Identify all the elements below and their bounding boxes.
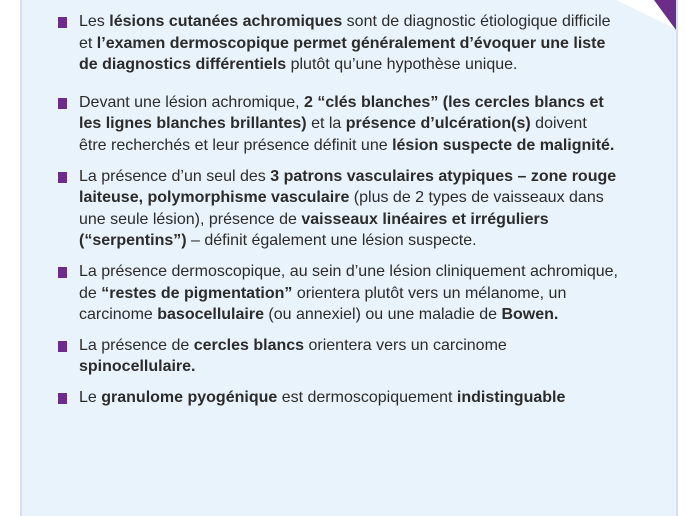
square-bullet-icon xyxy=(58,17,67,28)
text-run: (plus de 2 types de vaisseaux dans une seule lésion), présence de xyxy=(79,189,604,228)
text-run: et la xyxy=(306,115,346,133)
text-run: Devant une lésion achromique, xyxy=(79,93,305,111)
list-item xyxy=(58,261,618,326)
text-run: La présence de xyxy=(79,336,194,354)
bold-run: spinocellulaire. xyxy=(79,358,196,376)
list-item xyxy=(58,92,618,157)
text-run: orientera plutôt vers un mélanome, un carcinome xyxy=(79,284,567,324)
text-run: (ou annexiel) ou une maladie de xyxy=(263,306,502,324)
bold-run: indistinguable xyxy=(456,388,566,406)
bold-run: vaisseaux linéaires et irréguliers (“serpentins”) xyxy=(79,210,549,250)
bold-run: lésion suspecte de malignité. xyxy=(392,136,615,154)
square-bullet-icon xyxy=(58,267,67,278)
bold-run: Bowen. xyxy=(501,306,559,324)
bold-run: 3 patrons vasculaires atypiques – zone rouge laiteuse, polymorphisme vasculaire xyxy=(79,167,617,207)
bold-run: “restes de pigmentation” xyxy=(101,284,293,302)
list-item xyxy=(58,387,618,409)
text-run: est dermoscopiquement xyxy=(277,388,457,406)
square-bullet-icon xyxy=(58,172,67,183)
list-item xyxy=(58,166,618,252)
bold-run: cercles blancs xyxy=(193,336,305,354)
text-run: La présence d’un seul des xyxy=(79,167,271,185)
bold-run: granulome pyogénique xyxy=(101,388,278,406)
panel-corner-accent xyxy=(654,0,676,30)
text-run: Les xyxy=(79,13,110,30)
text-run: doivent être recherchés et leur présence définit une xyxy=(79,115,587,154)
text-run: orientera vers un carcinome xyxy=(304,336,507,354)
bold-run: lésions cutanées achromiques xyxy=(109,13,343,30)
square-bullet-icon xyxy=(58,98,67,109)
text-run: – définit également une lésion suspecte. xyxy=(186,232,477,250)
key-points-list xyxy=(58,11,618,409)
text-run: plutôt qu’une hypothèse unique. xyxy=(286,56,518,74)
square-bullet-icon xyxy=(58,393,67,404)
bold-run: présence d’ulcération(s) xyxy=(345,115,531,133)
bold-run: basocellulaire xyxy=(157,306,264,324)
square-bullet-icon xyxy=(58,341,67,352)
summary-panel xyxy=(20,0,678,516)
bold-run: l’examen dermoscopique permet généralement d’évoquer une liste de diagnostics différentiels xyxy=(79,34,606,74)
list-item xyxy=(58,11,618,76)
text-run: Le xyxy=(79,388,102,406)
bold-run: 2 “clés blanches” (les cercles blancs et les lignes blanches brillantes) xyxy=(79,93,604,133)
text-run: sont de diagnostic étiologique difficile et xyxy=(79,13,611,52)
list-item xyxy=(58,335,618,378)
text-run: La présence dermoscopique, au sein d’une lésion cliniquement achromique, de xyxy=(79,262,618,302)
